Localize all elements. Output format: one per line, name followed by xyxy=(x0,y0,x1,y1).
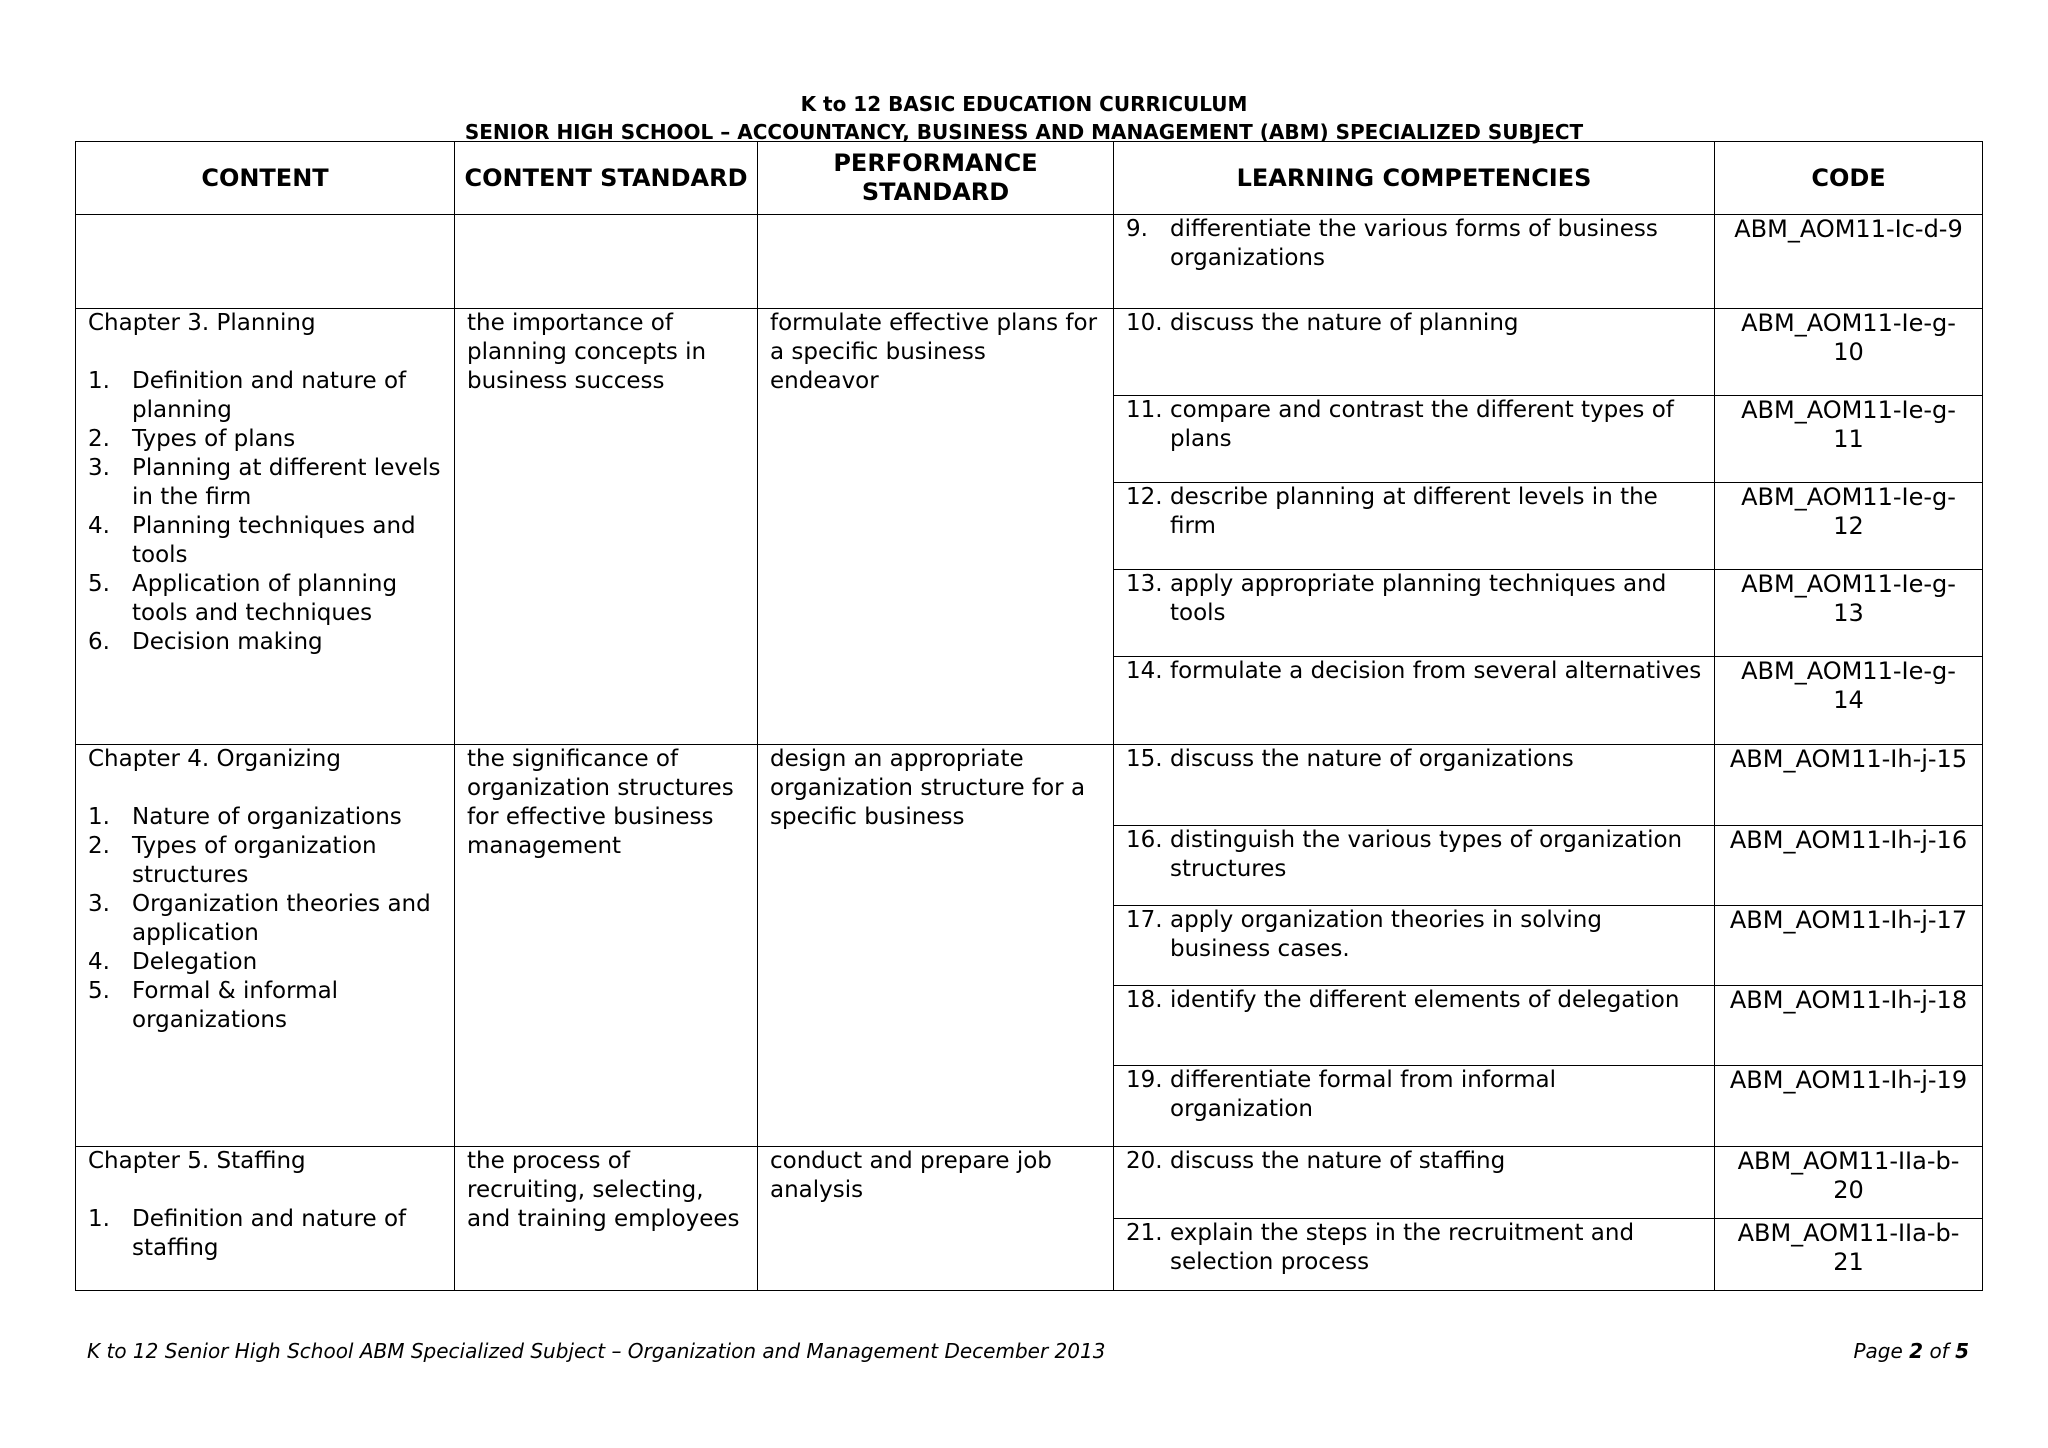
list-item: 5. Formal & informal organizations xyxy=(88,978,339,1033)
chapter-title: Chapter 3. Planning xyxy=(88,310,316,336)
competency-cell xyxy=(1114,483,1715,570)
competency-code: ABM_AOM11-IIa-b-20 xyxy=(1715,1147,1983,1219)
content-cell xyxy=(76,309,455,745)
list-item: 5. Application of planning tools and techniques xyxy=(88,571,398,626)
competency-cell xyxy=(1114,396,1715,483)
table-row xyxy=(76,215,1983,309)
competency-cell xyxy=(1114,570,1715,657)
competency-code: ABM_AOM11-Ie-g-12 xyxy=(1715,483,1983,570)
topic-list xyxy=(88,367,442,657)
empty-content-cell xyxy=(76,215,455,309)
competency-cell xyxy=(1114,826,1715,906)
header-row xyxy=(76,142,1983,215)
topic-list xyxy=(88,1205,442,1263)
competency-number: 9. xyxy=(1126,216,1148,242)
competency-number: 21. xyxy=(1126,1220,1163,1246)
competency-cell xyxy=(1114,906,1715,986)
content-cell xyxy=(76,745,455,1147)
competency-cell xyxy=(1114,1066,1715,1147)
competency-cell xyxy=(1114,745,1715,826)
competency-number: 19. xyxy=(1126,1067,1163,1093)
competency-text: formulate a decision from several alternatives xyxy=(1170,658,1702,684)
list-item: 4. Delegation xyxy=(88,949,258,975)
competency-code: ABM_AOM11-Ih-j-17 xyxy=(1715,906,1983,986)
competency-code: ABM_AOM11-Ie-g-13 xyxy=(1715,570,1983,657)
competency-text: explain the steps in the recruitment and selection process xyxy=(1170,1220,1635,1275)
competency-number: 18. xyxy=(1126,987,1163,1013)
table-row xyxy=(76,745,1983,826)
competency-text: apply organization theories in solving business cases. xyxy=(1170,907,1602,962)
document-subtitle: SENIOR HIGH SCHOOL – ACCOUNTANCY, BUSINESS AND MANAGEMENT (ABM) SPECIALIZED SUBJECT xyxy=(464,120,1584,144)
competency-code: ABM_AOM11-Ie-g-11 xyxy=(1715,396,1983,483)
competency-text: identify the different elements of delegation xyxy=(1170,987,1680,1013)
table-row xyxy=(76,309,1983,396)
competency-number: 16. xyxy=(1126,827,1163,853)
page-of: of xyxy=(1929,1339,1949,1363)
list-item: 1. Definition and nature of planning xyxy=(88,368,407,423)
competency-cell xyxy=(1114,657,1715,745)
column-header-performance-standard: PERFORMANCE STANDARD xyxy=(758,142,1114,215)
competency-code: ABM_AOM11-Ie-g-10 xyxy=(1715,309,1983,396)
competency-number: 17. xyxy=(1126,907,1163,933)
competency-cell xyxy=(1114,1147,1715,1219)
competency-cell xyxy=(1114,986,1715,1066)
list-item: 1. Nature of organizations xyxy=(88,804,402,830)
column-header-content-standard: CONTENT STANDARD xyxy=(455,142,758,215)
content-standard-cell: the significance of organization structures for effective business management xyxy=(455,745,758,1147)
document-header xyxy=(0,90,2048,146)
competency-text: compare and contrast the different types of plans xyxy=(1170,397,1674,452)
list-item: 4. Planning techniques and tools xyxy=(88,513,416,568)
competency-cell xyxy=(1114,309,1715,396)
empty-content-standard-cell xyxy=(455,215,758,309)
chapter-title: Chapter 5. Staffing xyxy=(88,1148,306,1174)
competency-number: 13. xyxy=(1126,571,1163,597)
competency-code: ABM_AOM11-Ih-j-16 xyxy=(1715,826,1983,906)
curriculum-table xyxy=(75,141,1983,1291)
performance-standard-cell: formulate effective plans for a specific business endeavor xyxy=(758,309,1114,745)
competency-text: discuss the nature of organizations xyxy=(1170,746,1574,772)
content-cell xyxy=(76,1147,455,1291)
competency-text: discuss the nature of staffing xyxy=(1170,1148,1506,1174)
competency-cell xyxy=(1114,215,1715,309)
content-standard-cell: the importance of planning concepts in business success xyxy=(455,309,758,745)
competency-text: distinguish the various types of organization structures xyxy=(1170,827,1683,882)
table-row xyxy=(76,1147,1983,1219)
competency-number: 15. xyxy=(1126,746,1163,772)
chapter-title: Chapter 4. Organizing xyxy=(88,746,341,772)
page-prefix: Page xyxy=(1853,1339,1903,1363)
competency-code: ABM_AOM11-Ih-j-15 xyxy=(1715,745,1983,826)
column-header-content: CONTENT xyxy=(76,142,455,215)
competency-number: 11. xyxy=(1126,397,1163,423)
list-item: 3. Planning at different levels in the firm xyxy=(88,455,441,510)
column-header-code: CODE xyxy=(1715,142,1983,215)
competency-code: ABM_AOM11-IIa-b-21 xyxy=(1715,1219,1983,1291)
column-header-learning-competencies: LEARNING COMPETENCIES xyxy=(1114,142,1715,215)
competency-code: ABM_AOM11-Ih-j-18 xyxy=(1715,986,1983,1066)
footer-document-title: K to 12 Senior High School ABM Specialized Subject – Organization and Management December 2013 xyxy=(87,1339,1106,1363)
competency-text: apply appropriate planning techniques and tools xyxy=(1170,571,1667,626)
competency-number: 10. xyxy=(1126,310,1163,336)
competency-text: describe planning at different levels in the firm xyxy=(1170,484,1658,539)
competency-cell xyxy=(1114,1219,1715,1291)
list-item: 2. Types of plans xyxy=(88,426,296,452)
competency-number: 14. xyxy=(1126,658,1163,684)
competency-code: ABM_AOM11-Ie-g-14 xyxy=(1715,657,1983,745)
empty-performance-standard-cell xyxy=(758,215,1114,309)
list-item: 6. Decision making xyxy=(88,629,323,655)
list-item: 1. Definition and nature of staffing xyxy=(88,1206,407,1261)
competency-number: 12. xyxy=(1126,484,1163,510)
competency-code: ABM_AOM11-Ih-j-19 xyxy=(1715,1066,1983,1147)
list-item: 2. Types of organization structures xyxy=(88,833,377,888)
competency-text: differentiate formal from informal organization xyxy=(1170,1067,1556,1122)
competency-text: differentiate the various forms of business organizations xyxy=(1170,216,1658,271)
page-total: 5 xyxy=(1955,1339,1969,1363)
competency-text: discuss the nature of planning xyxy=(1170,310,1519,336)
document-title: K to 12 BASIC EDUCATION CURRICULUM xyxy=(800,92,1248,116)
list-item: 3. Organization theories and application xyxy=(88,891,431,946)
performance-standard-cell: conduct and prepare job analysis xyxy=(758,1147,1114,1291)
topic-list xyxy=(88,803,442,1035)
content-standard-cell: the process of recruiting, selecting, and training employees xyxy=(455,1147,758,1291)
page-current: 2 xyxy=(1909,1339,1924,1363)
page-number xyxy=(1853,1339,1969,1363)
competency-code: ABM_AOM11-Ic-d-9 xyxy=(1715,215,1983,309)
competency-number: 20. xyxy=(1126,1148,1163,1174)
performance-standard-cell: design an appropriate organization structure for a specific business xyxy=(758,745,1114,1147)
